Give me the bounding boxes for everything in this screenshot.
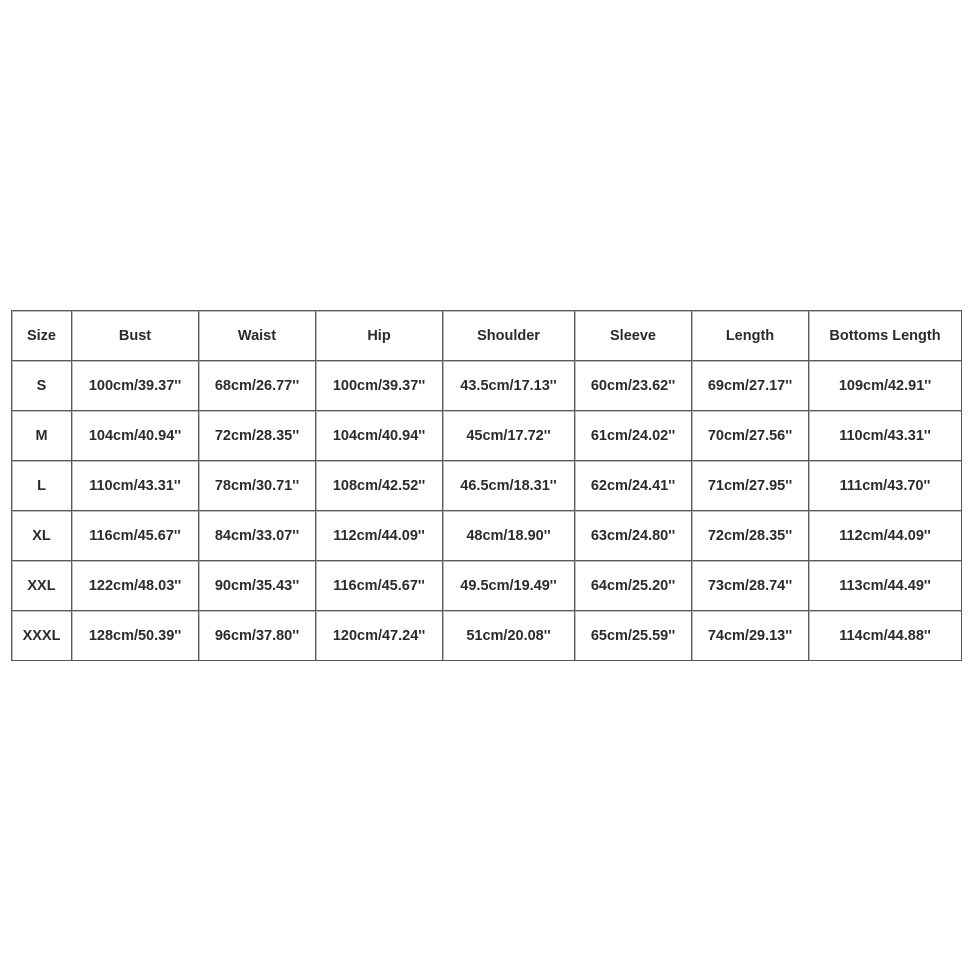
waist-cell: 72cm/28.35'' — [199, 411, 316, 461]
header-bust: Bust — [72, 311, 199, 361]
hip-cell: 104cm/40.94'' — [316, 411, 443, 461]
size-cell: M — [12, 411, 72, 461]
size-chart-table — [11, 310, 962, 661]
bust-cell: 110cm/43.31'' — [72, 461, 199, 511]
shoulder-cell: 45cm/17.72'' — [443, 411, 575, 461]
size-cell: L — [12, 461, 72, 511]
bust-cell: 100cm/39.37'' — [72, 361, 199, 411]
waist-cell: 96cm/37.80'' — [199, 611, 316, 661]
table-row — [12, 411, 962, 461]
sleeve-cell: 60cm/23.62'' — [575, 361, 692, 411]
length-cell: 72cm/28.35'' — [692, 511, 809, 561]
bottoms-length-cell: 110cm/43.31'' — [809, 411, 962, 461]
bust-cell: 122cm/48.03'' — [72, 561, 199, 611]
waist-cell: 84cm/33.07'' — [199, 511, 316, 561]
waist-cell: 68cm/26.77'' — [199, 361, 316, 411]
shoulder-cell: 51cm/20.08'' — [443, 611, 575, 661]
hip-cell: 120cm/47.24'' — [316, 611, 443, 661]
bottoms-length-cell: 113cm/44.49'' — [809, 561, 962, 611]
bottoms-length-cell: 109cm/42.91'' — [809, 361, 962, 411]
table-row — [12, 361, 962, 411]
bottoms-length-cell: 112cm/44.09'' — [809, 511, 962, 561]
hip-cell: 116cm/45.67'' — [316, 561, 443, 611]
bottoms-length-cell: 114cm/44.88'' — [809, 611, 962, 661]
hip-cell: 112cm/44.09'' — [316, 511, 443, 561]
table-row — [12, 511, 962, 561]
sleeve-cell: 61cm/24.02'' — [575, 411, 692, 461]
table-row — [12, 461, 962, 511]
hip-cell: 108cm/42.52'' — [316, 461, 443, 511]
header-bottoms-length: Bottoms Length — [809, 311, 962, 361]
length-cell: 74cm/29.13'' — [692, 611, 809, 661]
header-waist: Waist — [199, 311, 316, 361]
sleeve-cell: 65cm/25.59'' — [575, 611, 692, 661]
header-sleeve: Sleeve — [575, 311, 692, 361]
sleeve-cell: 64cm/25.20'' — [575, 561, 692, 611]
size-cell: S — [12, 361, 72, 411]
size-cell: XL — [12, 511, 72, 561]
hip-cell: 100cm/39.37'' — [316, 361, 443, 411]
shoulder-cell: 43.5cm/17.13'' — [443, 361, 575, 411]
bust-cell: 128cm/50.39'' — [72, 611, 199, 661]
size-cell: XXL — [12, 561, 72, 611]
shoulder-cell: 49.5cm/19.49'' — [443, 561, 575, 611]
bottoms-length-cell: 111cm/43.70'' — [809, 461, 962, 511]
header-shoulder: Shoulder — [443, 311, 575, 361]
length-cell: 71cm/27.95'' — [692, 461, 809, 511]
sleeve-cell: 63cm/24.80'' — [575, 511, 692, 561]
length-cell: 70cm/27.56'' — [692, 411, 809, 461]
length-cell: 69cm/27.17'' — [692, 361, 809, 411]
shoulder-cell: 48cm/18.90'' — [443, 511, 575, 561]
waist-cell: 78cm/30.71'' — [199, 461, 316, 511]
header-length: Length — [692, 311, 809, 361]
header-size: Size — [12, 311, 72, 361]
table-row — [12, 611, 962, 661]
length-cell: 73cm/28.74'' — [692, 561, 809, 611]
header-hip: Hip — [316, 311, 443, 361]
bust-cell: 104cm/40.94'' — [72, 411, 199, 461]
waist-cell: 90cm/35.43'' — [199, 561, 316, 611]
shoulder-cell: 46.5cm/18.31'' — [443, 461, 575, 511]
sleeve-cell: 62cm/24.41'' — [575, 461, 692, 511]
table-header-row — [12, 311, 962, 361]
table-row — [12, 561, 962, 611]
size-cell: XXXL — [12, 611, 72, 661]
bust-cell: 116cm/45.67'' — [72, 511, 199, 561]
